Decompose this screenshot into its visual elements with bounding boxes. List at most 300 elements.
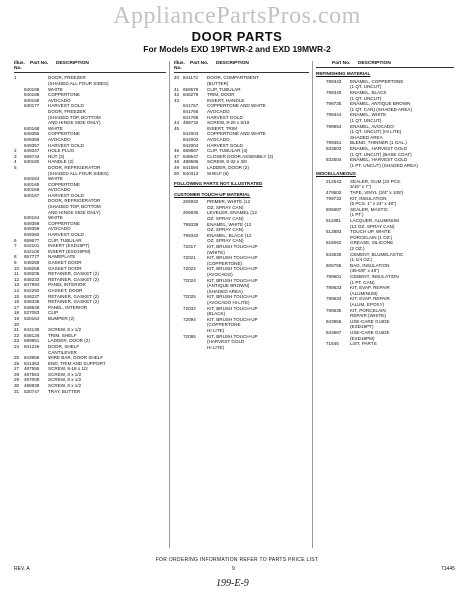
part-description: (WHITE) [207, 249, 225, 255]
part-description: SCREW, 8 x 1/2 [48, 371, 82, 377]
part-description: HARVEST GOLD [48, 192, 84, 198]
document-code: 71445 [441, 566, 455, 572]
part-number [326, 163, 350, 169]
part-description: (COPPERTONE [207, 322, 241, 328]
part-number: 833504 [326, 157, 342, 163]
illus-number: 44 [174, 120, 180, 126]
part-description: COPPERTONE AND WHITE [207, 131, 266, 137]
part-description: DOOR, REFRIGERATOR [48, 164, 101, 170]
illus-number: 5 [14, 164, 17, 170]
part-number: 511881 [326, 218, 341, 224]
page-subtitle: For Models EXD 19PTWR-2 and EXD 19MWR-2 [143, 44, 331, 54]
part-description: DOOR, COMPARTMENT [207, 75, 259, 81]
part-description: ENAMEL, WHITE [350, 112, 387, 118]
illus-number: 19 [14, 315, 20, 321]
part-number: 849360 [24, 232, 40, 238]
part-number: 72024 [183, 277, 196, 283]
part-number: 488732 [183, 120, 199, 126]
illus-number: 12 [14, 276, 20, 282]
part-description: CANTILEVER [48, 349, 77, 355]
part-number: 537083 [24, 310, 40, 316]
illus-number: 31 [14, 388, 20, 394]
part-number: 843966 [326, 318, 342, 324]
part-description: INSERT, HANDLE [207, 97, 245, 103]
part-number: 659576 [183, 86, 199, 92]
header-description: DESCRIPTION [56, 61, 89, 66]
part-description: TAPE, VINYL (3/4" x 108') [350, 190, 404, 196]
part-description: KIT, BRUSH TOUCH-UP [207, 333, 258, 339]
part-description: KIT, INSULATION [350, 195, 387, 201]
parts-row [174, 171, 309, 177]
part-description: OZ. SPRAY CAN) [207, 216, 244, 222]
part-number: 843956 [24, 355, 40, 361]
part-description: HARVEST GOLD [207, 114, 243, 120]
part-number: 848335 [24, 299, 40, 305]
part-description: OZ. SPRAY CAN) [207, 204, 244, 210]
part-number: 848258 [24, 265, 40, 271]
part-number: 72025 [183, 294, 196, 300]
part-description: SCREW, 8 x 1/2 [48, 383, 82, 389]
part-number: 505587 [326, 206, 342, 212]
part-number: 833503 [326, 145, 342, 151]
part-description: (1 QT. UNCUT) (HI LITE) [350, 129, 402, 135]
part-number: 841768 [183, 114, 199, 120]
part-description: (1 QT. CAN) (SHADED AREA) [350, 106, 413, 112]
parts-column-1 [14, 61, 166, 394]
illus-number: 43 [174, 97, 180, 103]
part-description: TRIM, SHELF [48, 332, 77, 338]
parts-list [316, 179, 454, 347]
part-description: SCREW, 8 x 1/2 [48, 327, 82, 333]
illus-number: 47 [174, 153, 180, 159]
part-description: KIT, BRUSH TOUCH-UP [207, 316, 258, 322]
parts-row [316, 163, 454, 169]
part-description: (AVOCADO) [207, 272, 233, 277]
part-description: PANEL, INTERIOR [48, 304, 88, 310]
illus-number: 10 [14, 265, 20, 271]
header-part: Part No. [190, 61, 209, 66]
part-description: TOUCH UP, WHITE [350, 229, 391, 235]
part-description: KIT, EVAP. REPAIR [350, 285, 390, 291]
part-description: REPAIR (WHITE) [350, 313, 386, 319]
part-number: 840180 [24, 159, 40, 165]
part-description: (1 PT. CAN) [350, 279, 375, 285]
part-description: NUT (3) [48, 153, 65, 159]
part-description: (SHADED ALL FOUR SIDES) [48, 170, 109, 176]
part-description: HARVEST GOLD [48, 232, 84, 238]
part-description: NAMEPLATE [48, 254, 76, 260]
header-description: DESCRIPTION [358, 61, 391, 66]
part-description: AVOCADO [207, 136, 230, 142]
part-description: AVOCADO [207, 108, 230, 114]
part-description: KIT, EVAP. REPAIR [350, 296, 390, 302]
part-description: AVOCADO [48, 187, 71, 193]
part-description: (1 PT. UNCUT) (SHADED AREA) [350, 162, 418, 168]
parts-row [174, 345, 309, 351]
part-number: 840164 [24, 176, 40, 182]
part-number: 513883 [326, 229, 342, 235]
part-description: RETAINER, GASKET (2) [48, 276, 99, 282]
part-number: 589951 [24, 338, 40, 344]
part-number: 840168 [24, 86, 40, 92]
part-description: (HARVEST GOLD [207, 339, 245, 345]
part-description: COPPERTONE [48, 92, 80, 98]
illus-number: 13 [14, 282, 20, 288]
part-description: ENAMEL, HARVEST GOLD [350, 145, 408, 151]
illus-number: 17 [14, 304, 20, 310]
miscellaneous-heading: MISCELLANEOUS [316, 171, 356, 177]
part-number: 840313 [183, 170, 199, 176]
part-number: 479502 [326, 190, 342, 196]
part-number: 530747 [24, 388, 40, 394]
illus-number: 9 [14, 260, 17, 265]
part-description: GASKET DOOR [48, 260, 82, 265]
part-number: 72032 [183, 305, 196, 311]
part-description: SHADED AREA [350, 134, 383, 140]
part-description: LIST, PARTS [350, 341, 377, 347]
part-description: ENAMEL, COPPERTONE [350, 78, 404, 84]
part-description: CLIP, TUBULAR [207, 86, 241, 92]
part-description: INSERT (EXD19PM) [48, 248, 91, 254]
part-number: 530164 [24, 315, 40, 321]
part-number: 842002 [183, 136, 199, 142]
part-description: (ANTIQUE BROWN) [207, 283, 250, 289]
part-description: (1 PT.) [350, 212, 364, 218]
part-description: (SHADED TOP, BOTTOM [48, 204, 101, 210]
parts-row [14, 389, 166, 395]
part-number: 840188 [24, 92, 40, 98]
part-description: WHITE [48, 176, 63, 182]
part-description: (EXD19PM) [350, 335, 375, 341]
part-description: (1 QT. UNCUT) [350, 117, 382, 123]
part-number: 606755 [326, 262, 342, 268]
illus-number: 3 [14, 153, 17, 159]
part-number: 799954 [326, 123, 342, 129]
part-description: DOOR, SHELF [48, 343, 80, 349]
part-number: 841226 [24, 343, 40, 349]
parts-list [174, 199, 309, 350]
part-number: 848126 [24, 332, 40, 338]
illus-number: 18 [14, 310, 20, 316]
illus-number: 4 [14, 159, 17, 165]
not-illustrated-note: FOLLOWING PARTS NOT ILLUSTRATED [174, 181, 263, 187]
part-description: (36-5/8" x 48") [350, 268, 380, 274]
column-header [316, 61, 454, 68]
part-description: AVOCADO [48, 136, 71, 142]
watermark: AppliancePartsPros.com [113, 3, 361, 29]
illus-number: 42 [174, 92, 180, 98]
part-description: WIRE BAR, DOOR SHELF [48, 355, 104, 361]
part-number: 849355 [24, 131, 40, 137]
illus-number: 45 [174, 125, 180, 131]
part-description: ENAMEL, WHITE (12 [207, 221, 252, 227]
part-number: 840167 [24, 192, 40, 198]
part-description: DOOR, REFRIGERATOR [48, 198, 101, 204]
part-number: 840166 [24, 187, 40, 193]
part-number: 849356 [24, 136, 40, 142]
illus-number [174, 345, 183, 351]
part-description: USE-CARE GUIDE [350, 329, 390, 335]
illus-number: 40 [174, 75, 180, 81]
page-number: 9 [232, 566, 235, 572]
part-description: LEVELER, ENAMEL (12 [207, 210, 257, 216]
part-description: (AVOCADO HI LITE) [207, 299, 250, 305]
part-number: 799735 [326, 101, 342, 107]
part-description: DOOR, FREEZER [48, 108, 86, 114]
part-description: AVOCADO [48, 226, 71, 232]
part-description: AND HINGE SIDE ONLY) [48, 209, 101, 215]
part-description: KIT, BRUSH TOUCH-UP [207, 266, 258, 272]
part-description: CLIP [48, 310, 59, 316]
part-number: 799633 [326, 285, 342, 291]
part-description: AVOCADO [48, 97, 71, 103]
part-description: RETAINER, GASKET (2) [48, 293, 99, 299]
part-number: 841594 [183, 164, 199, 170]
part-number: 849357 [24, 142, 40, 148]
part-description: SCREW, 8-20 x 5/16 [207, 120, 250, 126]
part-description: END, TRIM AND SUPPORT [48, 360, 106, 366]
part-number: 848259 [24, 260, 40, 265]
page-title: DOOR PARTS [191, 29, 283, 44]
part-description: (1 QT. UNCUT) [350, 84, 382, 90]
illus-number: 29 [14, 377, 20, 383]
parts-list [14, 75, 166, 394]
part-description: ENAMEL, HARVEST GOLD [350, 157, 408, 163]
part-number: 843967 [326, 329, 342, 335]
part-description: COPPERTONE [48, 220, 80, 226]
part-description: (ALUM. EPOXY) [350, 301, 385, 307]
part-description: HANDLE (2) [48, 159, 74, 165]
part-description: COPPERTONE [48, 181, 80, 187]
part-description: PANEL INTERIOR [48, 282, 86, 288]
part-number: 840177 [24, 103, 40, 109]
part-number: 799635 [326, 307, 342, 313]
parts-list [174, 75, 309, 176]
illus-number [316, 341, 326, 347]
part-description: (ALUMINUM) [350, 290, 378, 296]
part-description: ENAMEL, BLACK [350, 89, 387, 95]
part-description: SCREW, 8-18 x 1/2 [48, 366, 88, 372]
column-header [174, 61, 309, 73]
part-description: KIT, BRUSH TOUCH-UP [207, 277, 258, 283]
part-number: 659734 [24, 153, 40, 159]
part-number: 841362 [24, 360, 40, 366]
part-number: 799344 [326, 112, 342, 118]
column-divider [169, 61, 170, 548]
part-description: (SHADED ALL FOUR SIDES) [48, 81, 109, 86]
illus-number: 1 [14, 75, 17, 81]
part-description: LACQUER, ALUMINUM [350, 218, 400, 224]
part-number: 842101 [24, 243, 40, 249]
part-description: KIT, BRUSH TOUCH-UP [207, 244, 258, 250]
part-number: 659677 [24, 237, 40, 243]
column-divider [312, 61, 313, 548]
illus-number: 48 [174, 159, 180, 165]
part-description: INSERT (EXD19PT) [48, 243, 90, 249]
part-description: GREASE, SILICONE [350, 240, 394, 246]
part-number: 799732 [326, 195, 342, 201]
parts-column-3 [316, 61, 454, 347]
header-part: Part No. [332, 61, 351, 66]
part-description: 3/16" x 7") [350, 184, 372, 190]
part-number: 841172 [183, 75, 198, 81]
illus-number: 22 [14, 332, 20, 338]
part-description: (BUTTER) [207, 81, 229, 86]
part-number: 72095 [183, 333, 196, 339]
part-number: 72017 [183, 244, 196, 250]
part-description: INSERT, TRIM [207, 125, 237, 131]
part-number: 71645 [326, 341, 339, 347]
part-number: 840158 [24, 97, 40, 103]
illus-number: 15 [14, 293, 20, 299]
part-number: 842100 [24, 248, 40, 254]
part-number: 848547 [183, 153, 199, 159]
part-description: (1 QT. UNCUT) [350, 95, 382, 101]
part-number: 206932 [183, 199, 199, 205]
part-description: (1 QT. UNCUT) (BASE COAT) [350, 151, 412, 157]
illus-number: 7 [14, 243, 17, 249]
part-description: SEALER, GUM (22 PCS. [350, 178, 402, 184]
part-number: 799351 [326, 140, 342, 146]
part-description: ENAMEL, ANTIQUE BROWN [350, 101, 411, 107]
header-part: Part No. [30, 61, 49, 66]
parts-column-2 [174, 61, 309, 350]
illus-number: 50 [174, 170, 180, 176]
revision-label: REV. A [14, 566, 30, 572]
illus-number: 28 [14, 371, 20, 377]
part-number: 799601 [326, 273, 342, 279]
part-description: (BLACK) [207, 311, 226, 317]
part-number: 840168 [24, 125, 40, 131]
part-description: (1-1/4 OZ.) [350, 257, 373, 263]
part-description: CEMENT, BLUMELASTIC [350, 251, 404, 257]
part-description: COPPERTONE [48, 131, 80, 137]
part-number: 841766 [183, 108, 199, 114]
part-number: 840164 [24, 215, 40, 221]
part-description: KIT, PORCELAIN [350, 307, 386, 313]
part-description: SCREW, 8-32 x 3/8 [207, 159, 247, 165]
part-description: RETAINER, GASKET (2) [48, 271, 99, 277]
part-description: (12 OZ. SPRAY CAN) [350, 223, 395, 229]
part-number: 72021 [183, 255, 196, 261]
part-description: WHITE [48, 215, 63, 221]
part-description: HARVEST GOLD [207, 142, 243, 148]
part-number: 848233 [24, 276, 40, 282]
part-number: 842250 [24, 287, 40, 293]
part-number: 848205 [24, 271, 40, 277]
refinishing-heading: REFINISHING MATERIAL [316, 71, 371, 77]
illus-number: 27 [14, 366, 20, 372]
touchup-heading: CUSTOMER TOUCH-UP MATERIAL [174, 191, 251, 197]
part-number: 487555 [24, 366, 40, 372]
part-description: BAG, INSULATION [350, 262, 390, 268]
part-description: GASKET, DOOR [48, 287, 83, 293]
part-number: 543636 [326, 251, 342, 257]
part-number: 840165 [24, 181, 40, 187]
illus-number: 14 [14, 287, 20, 293]
part-number [183, 345, 207, 351]
part-description: CEMENT, INSULATION [350, 273, 399, 279]
part-description: CLOSER DOOR ASSEMBLY (2) [207, 153, 274, 159]
part-number: 72094 [183, 316, 196, 322]
part-description: TRAY, BUTTER [48, 388, 81, 394]
part-number: 799343 [326, 78, 342, 84]
part-description: BLEND, THINNER (1 GAL.) [350, 140, 407, 146]
header-illus [316, 61, 332, 66]
part-number: 206935 [183, 210, 199, 216]
illus-number: 16 [14, 299, 20, 305]
part-number: 497009 [24, 377, 40, 383]
part-number: 515062 [326, 240, 342, 246]
part-number: 857777 [24, 254, 40, 260]
part-description: KIT, BRUSH TOUCH-UP [207, 294, 258, 300]
part-description: COPPERTONE AND WHITE [207, 103, 266, 109]
ordering-footer: FOR ORDERING INFORMATION REFER TO PARTS PRICE LIST [155, 557, 319, 563]
part-number: 848237 [24, 293, 40, 299]
part-description: (5 PCS. 1" x 24" x 48") [350, 201, 397, 207]
illus-number: 8 [14, 254, 17, 260]
part-number: 842130 [24, 327, 40, 333]
part-description: GASKET DOOR [48, 265, 82, 271]
illus-number: 41 [174, 86, 180, 92]
illus-number: 20 [14, 321, 20, 327]
part-description: (SHADED AREA) [207, 288, 243, 294]
part-description: WHITE [48, 125, 63, 131]
illus-number: 6 [14, 237, 17, 243]
parts-row [316, 341, 454, 347]
part-description: SEALER, MASTIC [350, 206, 389, 212]
part-description: HOLE PLUG [48, 148, 75, 154]
part-number: 488586 [183, 159, 199, 165]
part-description: HARVEST GOLD [48, 103, 84, 109]
part-description: (SHADED TOP, BOTTOM [48, 114, 101, 120]
illus-number: 21 [14, 327, 20, 333]
part-description: PORCELAIN (1 OZ.) [350, 234, 393, 240]
illus-number: 26 [14, 360, 20, 366]
part-description: SCREW, 8 x 1/2 [48, 377, 82, 383]
illus-number: 49 [174, 164, 180, 170]
part-description: ENAMEL, BLACK (12 [207, 232, 252, 238]
part-description: LADDER, DOOR (2) [207, 164, 249, 170]
part-description: CLIP, TUBULAR [48, 237, 82, 243]
illus-number [316, 163, 326, 169]
illus-number: 24 [14, 343, 20, 349]
part-description: AND HINGE SIDE ONLY) [48, 120, 101, 126]
header-illus: Illus. No. [14, 61, 25, 72]
part-description: RETAINER, GASKET (2) [48, 299, 99, 305]
part-number: 72022 [183, 266, 196, 272]
part-number: 848278 [183, 92, 199, 98]
part-description: KIT, BRUSH TOUCH-UP [207, 305, 258, 311]
part-number: 212643 [326, 178, 342, 184]
illus-number: 23 [14, 338, 20, 344]
header-description: DESCRIPTION [216, 61, 249, 66]
part-description: WHITE [48, 86, 63, 92]
part-number: 659567 [183, 148, 199, 154]
part-number: 799339 [183, 221, 199, 227]
part-number: 849358 [24, 220, 40, 226]
illus-number: 30 [14, 383, 20, 389]
part-description: BUMPER (2) [48, 315, 75, 321]
illus-number: 25 [14, 355, 20, 361]
illus-number: 11 [14, 271, 19, 277]
part-description: PRIMER, WHITE (12 [207, 199, 251, 205]
part-number: 841767 [183, 103, 199, 109]
part-number: 799634 [326, 296, 342, 302]
part-description: CLIP, TUBULAR (4) [207, 148, 248, 154]
part-number: 847894 [24, 282, 40, 288]
handwritten-note: 199-E-9 [216, 578, 249, 589]
